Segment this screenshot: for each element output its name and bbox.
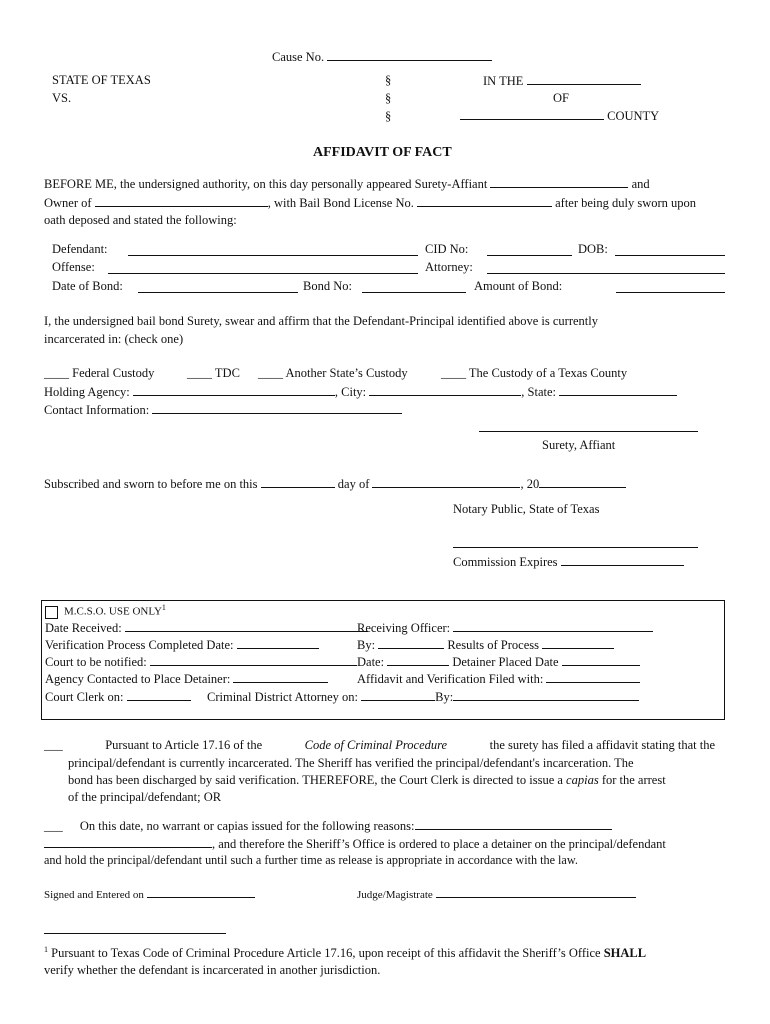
contact-row <box>44 402 402 418</box>
mcso-footnote-ref: 1 <box>161 603 166 612</box>
affidavit-filed-row <box>357 671 640 687</box>
affidavit-filed-label: Affidavit and Verification Filed with: <box>357 672 544 686</box>
offense-field[interactable] <box>108 273 418 274</box>
surety-affiant-label: Surety, Affiant <box>542 438 616 452</box>
subscribed-year-field[interactable] <box>539 476 626 488</box>
verification-label: Verification Process Completed Date: <box>45 638 234 652</box>
dob-field[interactable] <box>615 255 725 256</box>
surety-signature-line[interactable] <box>479 431 698 432</box>
option-texas-county[interactable] <box>441 366 627 381</box>
footnote-text-a: Pursuant to Texas Code of Criminal Procedure Article 17.16, upon receipt of this affidavit the Sheriff’s Office <box>51 946 601 961</box>
offense-label: Offense: <box>52 260 95 274</box>
order-p2-blank[interactable]: ___ <box>44 819 63 833</box>
swear-line-1: I, the undersigned bail bond Surety, swear and affirm that the Defendant-Principal identified above is currently <box>44 314 598 328</box>
subscribed-day-field[interactable] <box>261 476 335 488</box>
attorney-field[interactable] <box>487 273 725 274</box>
order-p1-line-4: of the principal/defendant; OR <box>68 790 222 804</box>
cda-label: Criminal District Attorney on: <box>207 690 359 704</box>
judge-field[interactable] <box>436 888 636 898</box>
license-no-field[interactable] <box>417 195 552 207</box>
court-notified-row <box>45 654 357 670</box>
results-field[interactable] <box>542 637 614 649</box>
section-symbol-2: § <box>385 91 392 105</box>
order-p2-text-a: On this date, no warrant or capias issued for the following reasons: <box>79 819 415 833</box>
order-p1-code: Code of Criminal Procedure <box>304 738 448 752</box>
footnote-divider <box>44 933 226 934</box>
cause-no-field[interactable] <box>327 49 492 61</box>
receiving-officer-row <box>357 620 653 636</box>
footnote-number: 1 <box>44 945 48 954</box>
signed-entered-label: Signed and Entered on <box>44 889 144 901</box>
order-p1-capias: capias <box>566 773 599 787</box>
contact-label: Contact Information: <box>44 403 150 417</box>
tdc-check-blank[interactable]: ____ <box>187 366 212 380</box>
in-the-label: IN THE <box>483 74 524 88</box>
cause-no-label: Cause No. <box>272 50 325 64</box>
federal-label: Federal Custody <box>72 366 155 380</box>
vs-label: VS. <box>52 91 72 105</box>
page-title: AFFIDAVIT OF FACT <box>313 145 452 160</box>
bond-no-field[interactable] <box>362 292 466 293</box>
county-label: COUNTY <box>607 109 660 123</box>
in-the-row <box>483 73 641 89</box>
intro-text-1b: and <box>631 177 650 191</box>
by-results-row <box>357 637 614 653</box>
state-label: , State: <box>521 385 556 399</box>
subscribed-text-c: , 20 <box>520 477 540 491</box>
intro-line-2 <box>44 195 696 211</box>
county-field[interactable] <box>460 108 604 120</box>
defendant-field[interactable] <box>128 255 418 256</box>
footnote-line-2: verify whether the defendant is incarcerated in another jurisdiction. <box>44 963 381 977</box>
intro-text-1a: BEFORE ME, the undersigned authority, on this day personally appeared Surety-Affiant <box>44 177 488 191</box>
tdc-label: TDC <box>214 366 240 380</box>
affidavit-filed-field[interactable] <box>546 671 640 683</box>
texas-county-label: The Custody of a Texas County <box>468 366 628 380</box>
mcso-checkbox[interactable] <box>45 606 58 619</box>
agency-contacted-label: Agency Contacted to Place Detainer: <box>45 672 231 686</box>
contact-field[interactable] <box>152 402 402 414</box>
order-p1-blank[interactable]: ___ <box>44 738 63 752</box>
detainer-date-label: Detainer Placed Date <box>452 655 559 669</box>
notary-signature-line[interactable] <box>453 547 698 548</box>
footnote-shall: SHALL <box>603 946 647 961</box>
order-p2-line-3: and hold the principal/defendant until such a further time as release is appropriate in accordance with the law. <box>44 853 578 867</box>
mcso-label: M.C.S.O. USE ONLY <box>64 605 162 618</box>
judge-label: Judge/Magistrate <box>357 889 433 901</box>
judge-row <box>357 888 636 901</box>
order-p1-line-3 <box>68 773 666 788</box>
order-p2-text-b: , and therefore the Sheriff’s Office is ordered to place a detainer on the principal/defendant <box>212 837 666 851</box>
date-detainer-row <box>357 654 640 670</box>
amount-of-bond-field[interactable] <box>616 292 725 293</box>
city-label: , City: <box>334 385 367 399</box>
commission-field[interactable] <box>561 554 684 566</box>
commission-row <box>453 554 684 570</box>
subscribed-row <box>44 476 626 492</box>
amount-of-bond-label: Amount of Bond: <box>474 279 563 293</box>
section-symbol-3: § <box>385 109 392 123</box>
notary-label: Notary Public, State of Texas <box>453 502 600 516</box>
receiving-officer-label: Receiving Officer: <box>357 621 451 635</box>
order-p2-line-1 <box>44 818 612 834</box>
subscribed-text-a: Subscribed and sworn to before me on this <box>44 477 258 491</box>
order-p1-text-3a: bond has been discharged by said verification. THEREFORE, the Court Clerk is directed to issue a <box>68 773 563 787</box>
by2-field[interactable] <box>453 689 639 701</box>
surety-affiant-field[interactable] <box>490 176 628 188</box>
bond-no-label: Bond No: <box>303 279 352 293</box>
by2-label: By: <box>435 690 454 704</box>
order-p2-line-2 <box>44 836 666 852</box>
option-another-state[interactable] <box>258 366 408 381</box>
court-clerk-label: Court Clerk on: <box>45 690 124 704</box>
in-the-field[interactable] <box>527 73 641 85</box>
date-of-bond-label: Date of Bond: <box>52 279 123 293</box>
intro-text-2c: after being duly sworn upon <box>555 196 697 210</box>
section-symbol-1: § <box>385 73 392 87</box>
holding-agency-label: Holding Agency: <box>44 385 130 399</box>
by-field[interactable] <box>378 637 444 649</box>
footnote-line-1 <box>44 945 646 961</box>
date-received-row <box>45 620 368 636</box>
intro-text-2a: Owner of <box>44 196 92 210</box>
attorney-label: Attorney: <box>425 260 473 274</box>
texas-county-check-blank[interactable]: ____ <box>441 366 466 380</box>
another-state-check-blank[interactable]: ____ <box>258 366 283 380</box>
date-received-label: Date Received: <box>45 621 122 635</box>
order-p1-text-b: the surety has filed a affidavit stating that the <box>489 738 715 752</box>
court-notified-label: Court to be notified: <box>45 655 147 669</box>
city-field[interactable] <box>369 384 521 396</box>
subscribed-text-b: day of <box>337 477 370 491</box>
another-state-label: Another State’s Custody <box>285 366 408 380</box>
order-p1-line-1 <box>44 738 715 753</box>
holding-agency-field[interactable] <box>133 384 335 396</box>
cda-row <box>207 689 639 705</box>
date-field[interactable] <box>387 654 449 666</box>
court-clerk-field[interactable] <box>127 689 191 701</box>
court-notified-field[interactable] <box>150 654 357 666</box>
of-label: OF <box>553 91 569 105</box>
date-of-bond-field[interactable] <box>138 292 298 293</box>
cid-no-field[interactable] <box>487 255 572 256</box>
reasons-field-1[interactable] <box>415 818 612 830</box>
option-tdc[interactable] <box>187 366 240 381</box>
county-row <box>460 108 659 124</box>
defendant-label: Defendant: <box>52 242 108 256</box>
reasons-field-2[interactable] <box>44 836 212 848</box>
subscribed-month-field[interactable] <box>372 476 520 488</box>
signed-entered-field[interactable] <box>147 888 255 898</box>
order-p1-text-a: Pursuant to Article 17.16 of the <box>105 738 263 752</box>
federal-check-blank[interactable]: ____ <box>44 366 69 380</box>
option-federal[interactable] <box>44 366 154 381</box>
court-clerk-row <box>45 689 191 705</box>
receiving-officer-field[interactable] <box>453 620 653 632</box>
order-p1-line-2: principal/defendant is currently incarcerated. The Sheriff has verified the principal/defendant's incarceration. The <box>68 756 634 770</box>
signed-entered-row <box>44 888 255 901</box>
cause-no-row <box>272 49 492 65</box>
detainer-date-field[interactable] <box>562 654 640 666</box>
order-p1-text-3b: for the arrest <box>601 773 666 787</box>
by-label: By: <box>357 638 376 652</box>
intro-line-1 <box>44 176 650 192</box>
cda-field[interactable] <box>361 689 435 701</box>
verification-row <box>45 637 319 653</box>
verification-field[interactable] <box>237 637 319 649</box>
agency-contacted-row <box>45 671 328 687</box>
intro-line-3: oath deposed and stated the following: <box>44 213 237 227</box>
date-received-field[interactable] <box>125 620 368 632</box>
swear-line-2: incarcerated in: (check one) <box>44 332 184 346</box>
agency-contacted-field[interactable] <box>233 671 328 683</box>
commission-label: Commission Expires <box>453 555 558 569</box>
owner-field[interactable] <box>95 195 268 207</box>
intro-text-2b: , with Bail Bond License No. <box>267 196 414 210</box>
dob-label: DOB: <box>578 242 608 256</box>
cid-no-label: CID No: <box>425 242 469 256</box>
state-field[interactable] <box>559 384 677 396</box>
mcso-header <box>45 603 166 619</box>
date-label: Date: <box>357 655 385 669</box>
results-label: Results of Process <box>447 638 539 652</box>
holding-agency-row <box>44 384 677 400</box>
state-of-texas: STATE OF TEXAS <box>52 73 151 87</box>
